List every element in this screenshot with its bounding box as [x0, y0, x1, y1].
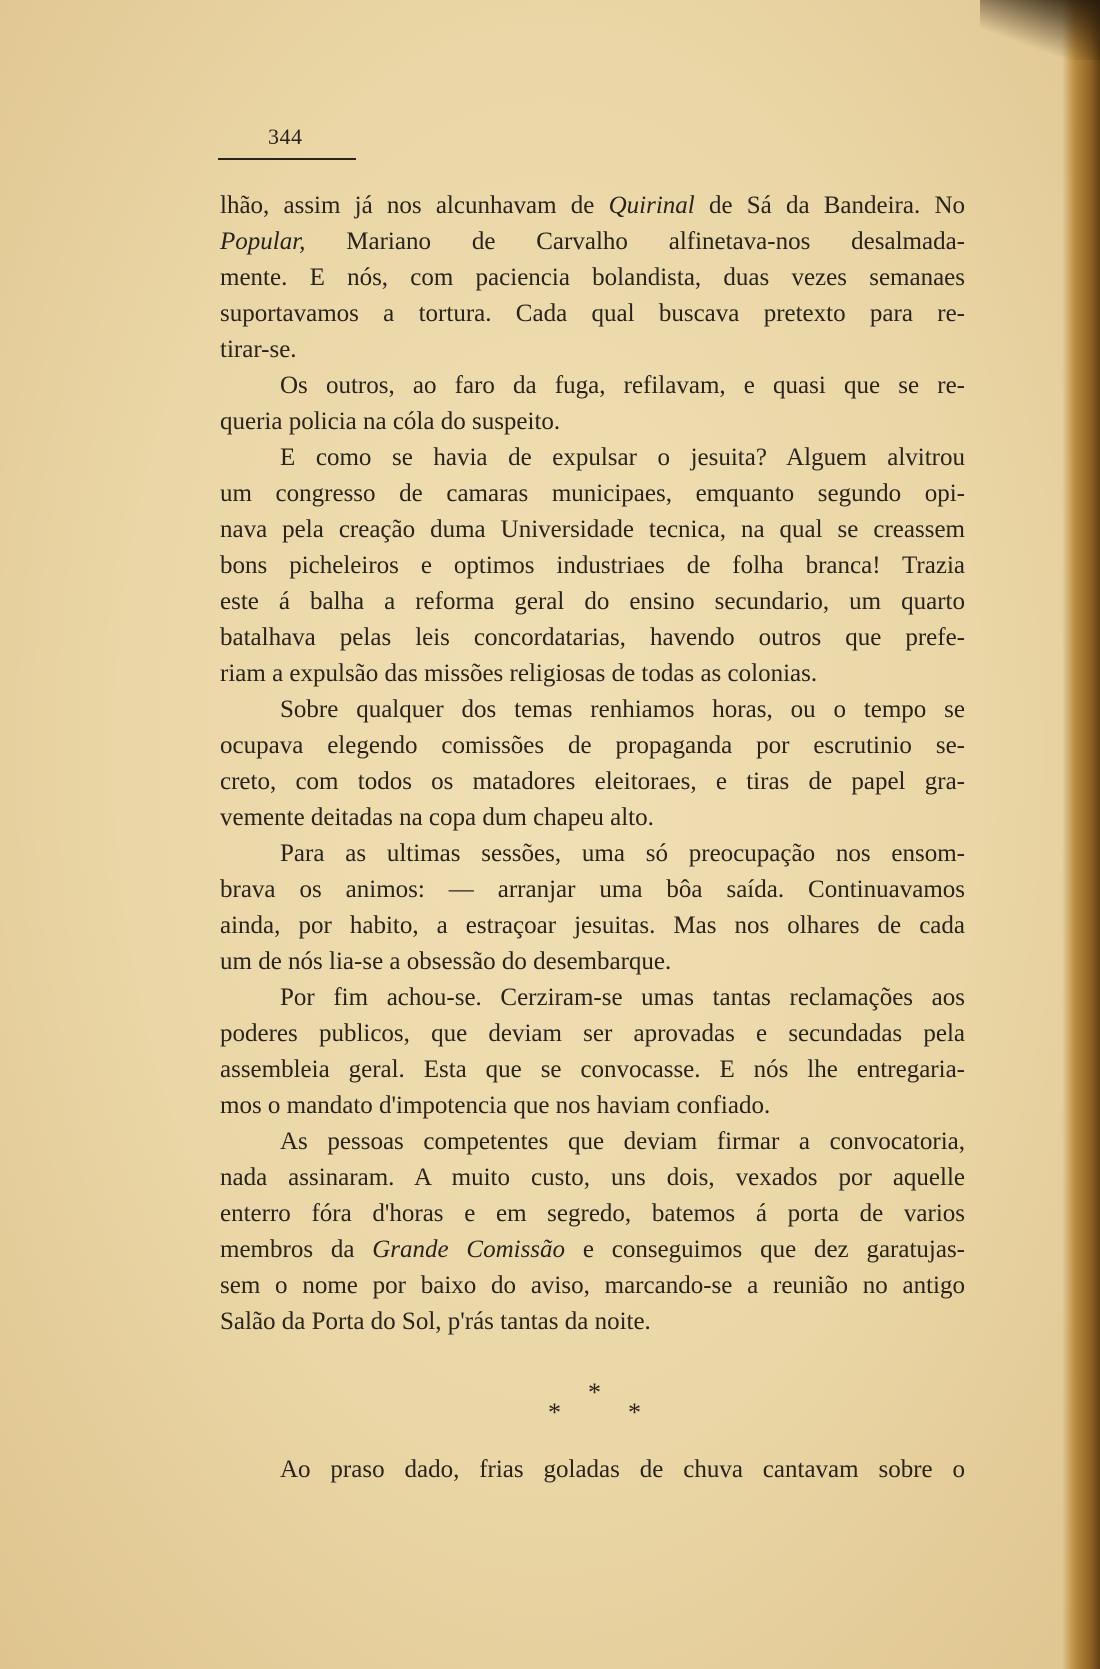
paragraph-7-line	[220, 1196, 965, 1232]
paragraph-3-line	[220, 476, 965, 512]
text-line: Mariano de Carvalho alfinetava-nos desalmada-	[346, 228, 966, 255]
text-line: mente. E nós, com paciencia bolandista, duas vezes semanaes	[220, 264, 965, 291]
paragraph-3	[220, 440, 965, 476]
text-line: Os outros, ao faro da fuga, refilavam, e quasi que se re-	[280, 372, 965, 399]
text-line: Salão da Porta do Sol, p'rás tantas da noite.	[220, 1308, 651, 1335]
page-number: 344	[268, 124, 303, 149]
text-line: tirar-se.	[220, 336, 297, 363]
text-line: queria policia na cóla do suspeito.	[220, 408, 561, 435]
paragraph-1-end	[220, 332, 965, 368]
asterisk-icon: *	[628, 1398, 641, 1427]
text-line: sem o nome por baixo do aviso, marcando-se a reunião no antigo	[220, 1272, 965, 1299]
text-line: este á balha a reforma geral do ensino secundario, um quarto	[220, 588, 965, 615]
italic-popular: Popular,	[220, 228, 306, 255]
text-line: de Sá da Bandeira.	[708, 192, 921, 219]
text-line: bons picheleiros e optimos industriaes de folha branca! Trazia	[220, 552, 965, 579]
paragraph-4-line	[220, 728, 965, 764]
paragraph-7-end	[220, 1304, 965, 1340]
paragraph-5-line	[220, 872, 965, 908]
text-line: E como se havia de expulsar o jesuita? Alguem alvitrou	[280, 444, 965, 471]
text-line: suportavamos a tortura. Cada qual buscava pretexto para re-	[220, 300, 965, 327]
text-line: enterro fóra d'horas e em segredo, batemos á porta de varios	[220, 1200, 965, 1227]
paragraph-7-line	[220, 1232, 965, 1268]
paragraph-6	[220, 980, 965, 1016]
paragraph-2	[220, 368, 965, 404]
final-paragraph-line: Ao praso dado, frias goladas de chuva cantavam sobre o	[280, 1456, 965, 1483]
paragraph-4-end	[220, 800, 965, 836]
paragraph-4	[220, 692, 965, 728]
paragraph-7	[220, 1124, 965, 1160]
body-text	[220, 188, 965, 1340]
text-line: poderes publicos, que deviam ser aprovadas e secundadas pela	[220, 1020, 965, 1047]
text-line: nava pela creação duma Universidade tecnica, na qual se creassem	[220, 516, 965, 543]
text-line: creto, com todos os matadores eleitoraes, e tiras de papel gra-	[220, 768, 965, 795]
text-line: um de nós lia-se a obsessão do desembarque.	[220, 948, 672, 975]
paragraph-7-line	[220, 1268, 965, 1304]
paragraph-6-end	[220, 1088, 965, 1124]
paragraph-3-line	[220, 584, 965, 620]
italic-quirinal: Quirinal	[608, 192, 695, 219]
paragraph-4-line	[220, 764, 965, 800]
header-rule	[218, 158, 356, 160]
paragraph-5	[220, 836, 965, 872]
text-line: As pessoas competentes que deviam firmar a convocatoria,	[280, 1128, 965, 1155]
text-line: ainda, por habito, a estraçoar jesuitas. Mas nos olhares de cada	[220, 912, 965, 939]
text-line: Sobre qualquer dos temas renhiamos horas, ou o tempo se	[280, 696, 965, 723]
paragraph-3-line	[220, 512, 965, 548]
text-line: membros da	[220, 1236, 355, 1263]
text-line: ocupava elegendo comissões de propaganda por escrutinio se-	[220, 732, 965, 759]
text-line: batalhava pelas leis concordatarias, havendo outros que prefe-	[220, 624, 965, 651]
text-line: um congresso de camaras municipaes, emquanto segundo opi-	[220, 480, 965, 507]
paragraph-1	[220, 188, 965, 332]
text-line: mos o mandato d'impotencia que nos haviam confiado.	[220, 1092, 771, 1119]
section-separator	[540, 1378, 650, 1428]
italic-grande-comissao: Grande Comissão	[372, 1236, 566, 1263]
text-line: Para as ultimas sessões, uma só preocupação nos ensom-	[280, 840, 965, 867]
text-line: riam a expulsão das missões religiosas de todas as colonias.	[220, 660, 818, 687]
asterisk-icon: *	[548, 1398, 561, 1427]
paragraph-3-end	[220, 656, 965, 692]
paragraph-6-line	[220, 1016, 965, 1052]
page-corner-fold	[980, 0, 1100, 60]
paragraph-2-end	[220, 404, 965, 440]
text-line: Por fim achou-se. Cerziram-se umas tantas reclamações aos	[280, 984, 965, 1011]
paragraph-7-line	[220, 1160, 965, 1196]
text-line: nada assinaram. A muito custo, uns dois, vexados por aquelle	[220, 1164, 965, 1191]
asterisk-icon: *	[588, 1378, 601, 1407]
text-line: lhão, assim já nos alcunhavam de	[220, 192, 595, 219]
text-line: vemente deitadas na copa dum chapeu alto.	[220, 804, 654, 831]
book-spine-edge	[1062, 0, 1100, 1669]
paragraph-3-line	[220, 620, 965, 656]
paragraph-5-line	[220, 908, 965, 944]
text-line: brava os animos: — arranjar uma bôa saída. Continuavamos	[220, 876, 965, 903]
paragraph-5-end	[220, 944, 965, 980]
text-line: assembleia geral. Esta que se convocasse. E nós lhe entregaria-	[220, 1056, 965, 1083]
text-line: No	[934, 192, 965, 219]
text-line: e conseguimos que dez garatujas-	[582, 1236, 966, 1263]
paragraph-3-line	[220, 548, 965, 584]
paragraph-6-line	[220, 1052, 965, 1088]
